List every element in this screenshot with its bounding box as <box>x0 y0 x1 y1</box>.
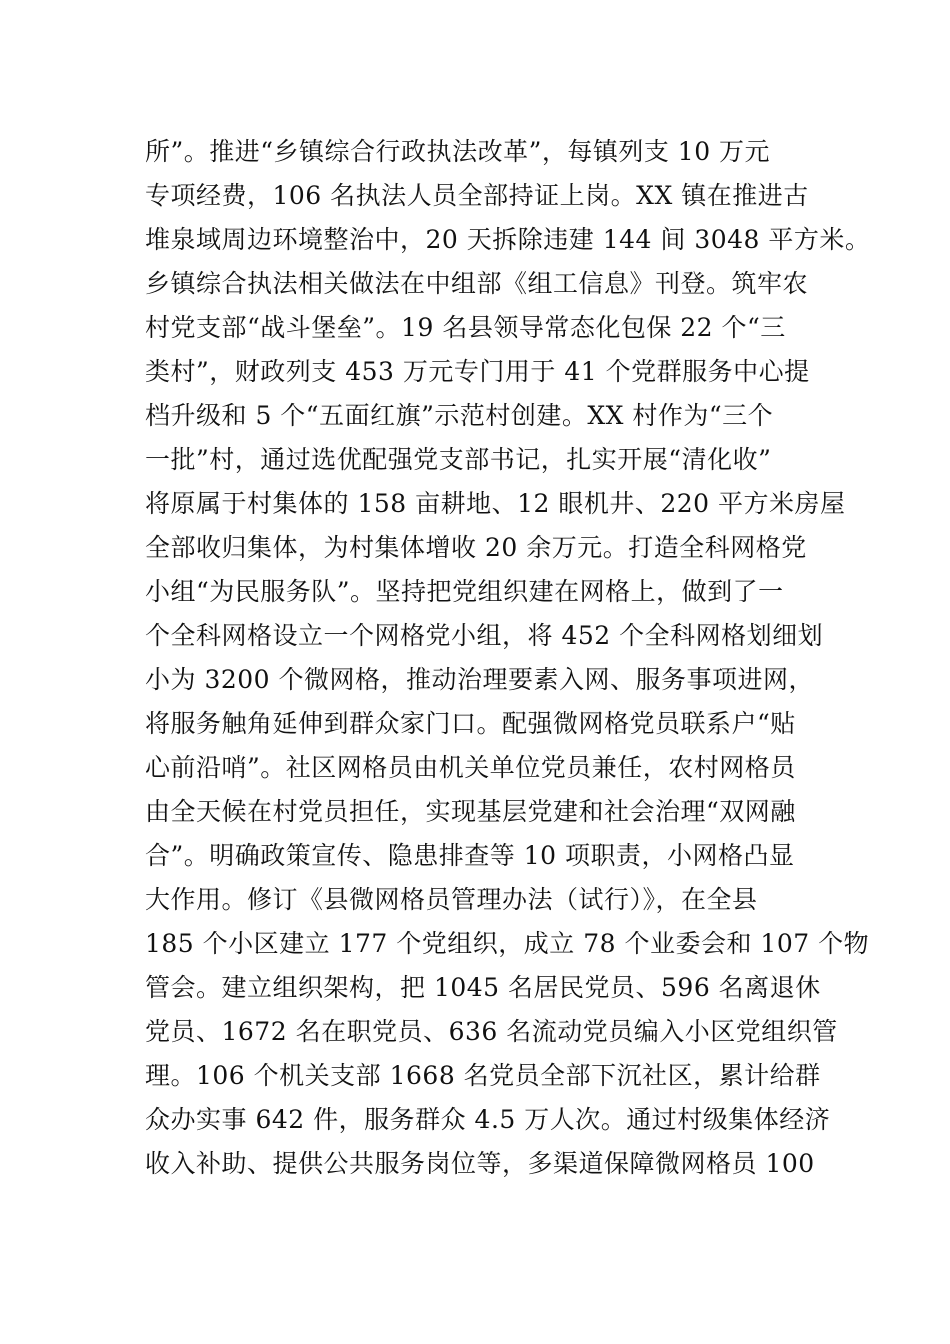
text-line: 乡镇综合执法相关做法在中组部《组工信息》刊登。筑牢农 <box>145 269 809 298</box>
text-line: 合”。明确政策宣传、隐患排查等 10 项职责，小网格凸显 <box>145 841 795 870</box>
text-line: 将服务触角延伸到群众家门口。配强微网格党员联系户“贴 <box>145 709 796 738</box>
text-line: 将原属于村集体的 158 亩耕地、12 眼机井、220 平方米房屋 <box>145 489 846 518</box>
text-line: 档升级和 5 个“五面红旗”示范村创建。XX 村作为“三个 <box>145 401 774 430</box>
text-line: 一批”村，通过选优配强党支部书记，扎实开展“清化收” <box>145 445 772 474</box>
text-line: 众办实事 642 件，服务群众 4.5 万人次。通过村级集体经济 <box>145 1105 831 1134</box>
text-line: 个全科网格设立一个网格党小组，将 452 个全科网格划细划 <box>145 621 824 650</box>
text-line: 专项经费，106 名执法人员全部持证上岗。XX 镇在推进古 <box>145 181 809 210</box>
body-paragraph <box>145 130 871 1186</box>
text-line: 全部收归集体，为村集体增收 20 余万元。打造全科网格党 <box>145 533 807 562</box>
text-line: 类村”，财政列支 453 万元专门用于 41 个党群服务中心提 <box>145 357 810 386</box>
text-line: 管会。建立组织架构，把 1045 名居民党员、596 名离退休 <box>145 973 821 1002</box>
text-line: 党员、1672 名在职党员、636 名流动党员编入小区党组织管 <box>145 1017 838 1046</box>
text-line: 小组“为民服务队”。坚持把党组织建在网格上，做到了一 <box>145 577 784 606</box>
text-line: 所”。推进“乡镇综合行政执法改革”，每镇列支 10 万元 <box>145 137 771 166</box>
text-line: 心前沿哨”。社区网格员由机关单位党员兼任，农村网格员 <box>145 753 796 782</box>
text-line: 小为 3200 个微网格，推动治理要素入网、服务事项进网， <box>145 665 815 694</box>
text-line: 收入补助、提供公共服务岗位等，多渠道保障微网格员 100 <box>145 1149 815 1178</box>
text-line: 由全天候在村党员担任，实现基层党建和社会治理“双网融 <box>145 797 796 826</box>
text-line: 村党支部“战斗堡垒”。19 名县领导常态化包保 22 个“三 <box>145 313 786 342</box>
text-line: 185 个小区建立 177 个党组织，成立 78 个业委会和 107 个物 <box>145 929 870 958</box>
text-line: 堆泉域周边环境整治中，20 天拆除违建 144 间 3048 平方米。 <box>145 225 871 254</box>
text-line: 理。106 个机关支部 1668 名党员全部下沉社区，累计给群 <box>145 1061 821 1090</box>
text-line: 大作用。修订《县微网格员管理办法（试行）》，在全县 <box>145 885 758 914</box>
